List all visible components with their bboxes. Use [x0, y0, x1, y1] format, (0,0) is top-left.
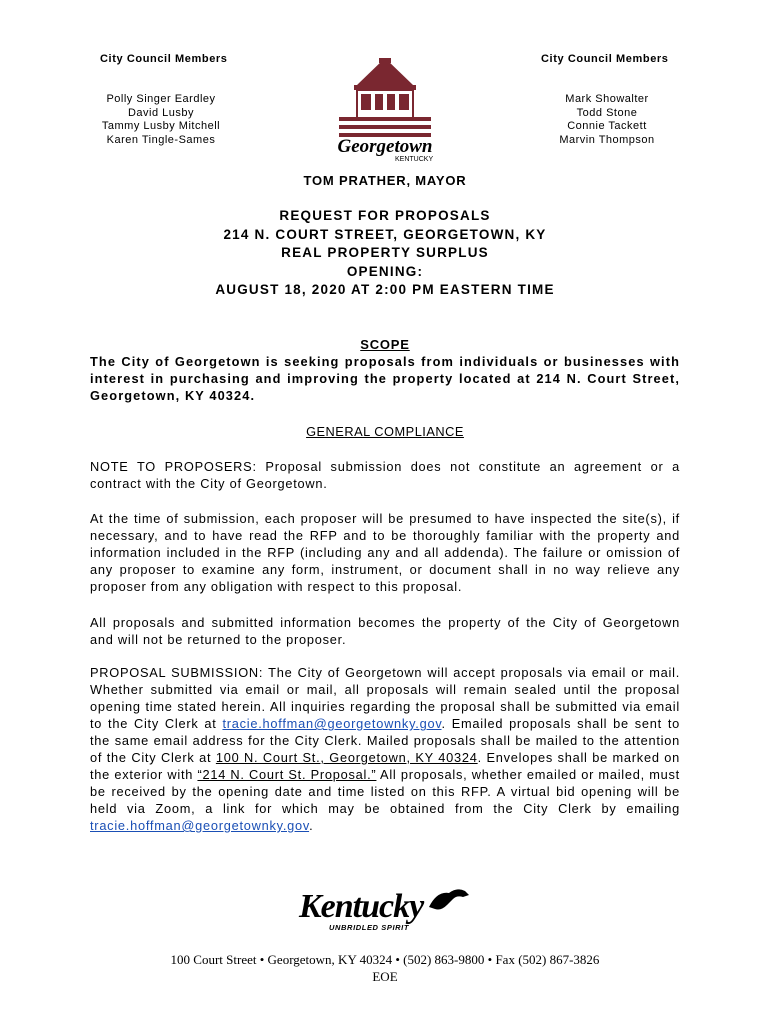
footer-eoe: EOE [372, 969, 398, 984]
mayor-name: TOM PRATHER, MAYOR [303, 173, 467, 188]
note-to-proposers [90, 458, 680, 492]
submission-text: The City of Georgetown will accept proposals via email or mail. Whether submitted via email or mail, all proposals will remain sealed until the proposal opening time stated herein. All inquiries regarding the proposal shall be submitted via email to the City Clerk at [90, 665, 680, 731]
council-member: Connie Tackett [567, 120, 647, 132]
rfp-title-block [0, 207, 770, 300]
property-paragraph: All proposals and submitted information becomes the property of the City of Georgetown and will not be returned to the proposer. [90, 615, 680, 647]
kentucky-tagline: UNBRIDLED SPIRIT [329, 923, 410, 932]
georgetown-logo [335, 55, 435, 167]
rfp-title-line: REAL PROPERTY SURPLUS [281, 245, 489, 260]
logo-wordmark: Georgetown [337, 136, 433, 157]
rfp-title-line: AUGUST 18, 2020 AT 2:00 PM EASTERN TIME [215, 282, 555, 297]
rfp-title-line: REQUEST FOR PROPOSALS [279, 208, 491, 223]
kentucky-wordmark: Kentucky [299, 888, 424, 925]
submission-text: . Envelopes shall be marked on the exterior with [90, 750, 680, 782]
scope-text: The City of Georgetown is seeking proposals from individuals or businesses with interest in purchasing and improving the property located at 214 N. Court Street, Georgetown, KY 40324. [90, 354, 680, 403]
right-council-heading: City Council Members [541, 53, 669, 65]
courthouse-icon [335, 55, 435, 145]
clerk-email-link[interactable]: tracie.hoffman@georgetownky.gov [222, 716, 442, 731]
left-council-list [96, 93, 226, 147]
right-council-list [552, 93, 662, 147]
submission-text: . [309, 818, 314, 833]
council-member: Mark Showalter [565, 93, 649, 105]
clerk-address: 100 N. Court St., Georgetown, KY 40324 [215, 750, 478, 765]
footer-address: 100 Court Street • Georgetown, KY 40324 • (502) 863-9800 • Fax (502) 867-3826 [170, 952, 600, 967]
scope-heading: SCOPE [360, 337, 410, 352]
horse-icon [427, 885, 471, 915]
envelope-marking: “214 N. Court St. Proposal.” [197, 767, 377, 782]
general-compliance-heading: GENERAL COMPLIANCE [306, 424, 464, 439]
rfp-title-line: 214 N. COURT STREET, GEORGETOWN, KY [223, 226, 547, 242]
council-member: Tammy Lusby Mitchell [101, 120, 221, 132]
council-member: Marvin Thompson [559, 133, 655, 146]
submission-label: PROPOSAL SUBMISSION: [90, 665, 264, 680]
council-member: Todd Stone [576, 106, 638, 119]
logo-subtext: KENTUCKY [395, 156, 434, 163]
council-member: David Lusby [127, 106, 195, 119]
left-council-heading: City Council Members [100, 53, 228, 65]
council-member: Karen Tingle-Sames [106, 133, 216, 146]
inspection-paragraph: At the time of submission, each proposer will be presumed to have inspected the site(s), if necessary, and to have read the RFP and to be thoroughly familiar with the property and information included in the RFP (including any and all addenda). The failure or omission of any proposer to examine any form, instrument, or document shall in no way relieve any proposer from any obligation with respect to this proposal. [90, 511, 680, 594]
note-text: Proposal submission does not constitute an agreement or a contract with the City of Georgetown. [90, 459, 680, 491]
clerk-email-link-2[interactable]: tracie.hoffman@georgetownky.gov [90, 818, 310, 833]
council-member: Polly Singer Eardley [106, 93, 216, 105]
submission-text: . Emailed proposals shall be sent to the same email address for the City Clerk. Mailed proposals shall be mailed to the attention of the City Clerk at [90, 716, 680, 765]
proposal-submission-paragraph [90, 664, 680, 834]
submission-text: All proposals, whether emailed or mailed, must be received by the opening date and time listed on this RFP. A virtual bid opening will be held via Zoom, a link for which may be obtained from the City Clerk by emailing [90, 767, 680, 816]
kentucky-logo [295, 885, 475, 935]
note-label: NOTE TO PROPOSERS: [90, 459, 257, 474]
rfp-title-line: OPENING: [346, 263, 424, 279]
